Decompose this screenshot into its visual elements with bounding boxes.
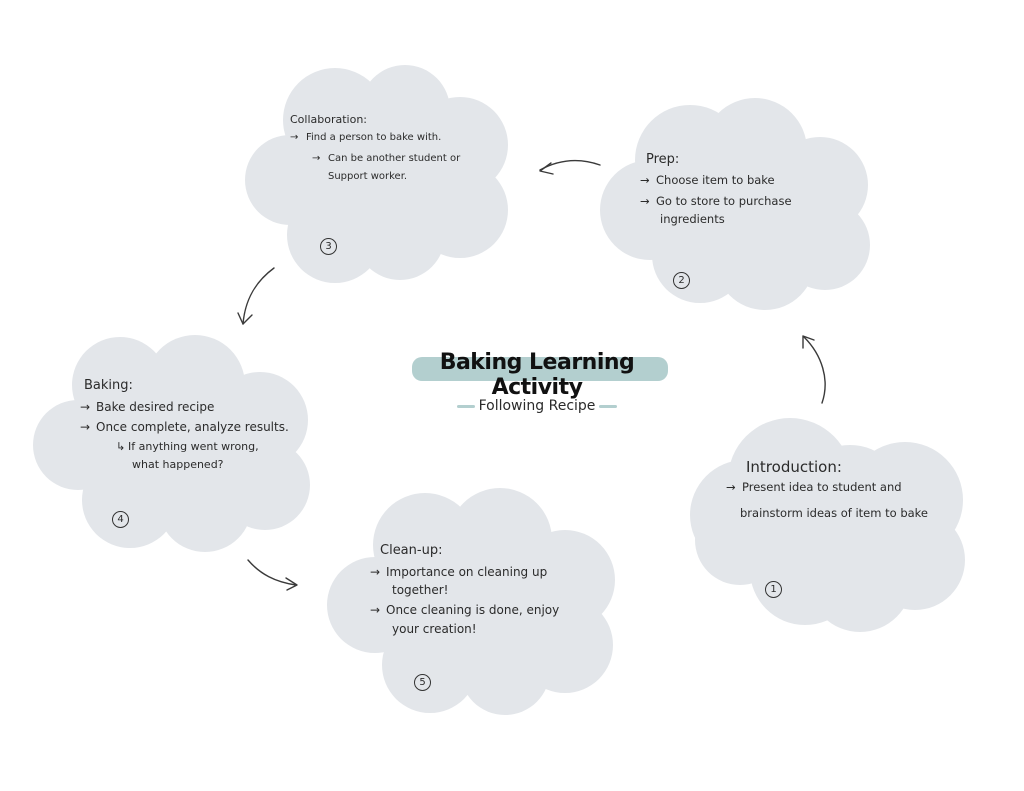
step-number-badge: 4 <box>112 511 129 528</box>
diagram-subtitle <box>452 398 622 414</box>
step-heading: Clean-up: <box>380 543 443 558</box>
step-heading: Introduction: <box>746 458 842 476</box>
step-line: → Find a person to bake with. <box>290 132 442 144</box>
step-number-badge: 1 <box>765 581 782 598</box>
step-line: → Once cleaning is done, enjoy <box>370 603 560 618</box>
step-line: → Once complete, analyze results. <box>80 419 289 434</box>
right-arrow-icon: → <box>312 153 321 165</box>
right-arrow-icon: → <box>726 480 736 494</box>
step-heading: Collaboration: <box>290 113 368 126</box>
step-prep-text <box>640 152 792 235</box>
title-text: Baking Learning Activity <box>439 350 635 400</box>
right-arrow-icon: → <box>290 132 299 144</box>
diagram-title <box>402 350 672 400</box>
right-arrow-icon: → <box>640 194 650 209</box>
step-collaboration-text <box>290 113 460 192</box>
step-heading: Prep: <box>646 152 680 167</box>
step-number-badge: 3 <box>320 238 337 255</box>
step-cleanup-text <box>370 543 559 642</box>
subtitle-text: Following Recipe <box>478 398 596 414</box>
step-line: → Can be another student or <box>312 153 461 165</box>
right-arrow-icon: → <box>640 172 650 187</box>
step-introduction-text <box>726 458 928 533</box>
subtitle-dash-right <box>599 405 617 408</box>
arrow-intro-to-prep <box>803 336 825 403</box>
step-line: → Importance on cleaning up <box>370 564 548 579</box>
subtitle-dash-left <box>457 405 475 408</box>
step-number-badge: 2 <box>673 272 690 289</box>
step-line: → Choose item to bake <box>640 172 775 187</box>
right-arrow-icon: → <box>370 603 381 618</box>
step-line: → Bake desired recipe <box>80 399 215 414</box>
step-line: your creation! <box>392 621 477 636</box>
arrow-collaboration-to-baking <box>238 268 274 324</box>
step-line: → Go to store to purchase <box>640 194 792 209</box>
step-baking-text <box>80 378 289 477</box>
right-arrow-icon: → <box>80 419 91 434</box>
step-line: what happened? <box>132 457 224 471</box>
step-line: ↳ If anything went wrong, <box>116 440 259 454</box>
step-line: Support worker. <box>328 171 408 183</box>
arrow-baking-to-cleanup <box>248 560 297 590</box>
arrow-prep-to-collaboration <box>540 161 600 174</box>
step-line: → Present idea to student and <box>726 480 902 494</box>
step-line: ingredients <box>660 212 725 227</box>
step-number-badge: 5 <box>414 674 431 691</box>
right-arrow-icon: → <box>80 399 91 414</box>
step-line: together! <box>392 582 449 597</box>
corner-arrow-icon: ↳ <box>116 440 126 454</box>
step-line: brainstorm ideas of item to bake <box>740 505 928 520</box>
step-heading: Baking: <box>84 378 133 393</box>
right-arrow-icon: → <box>370 564 381 579</box>
